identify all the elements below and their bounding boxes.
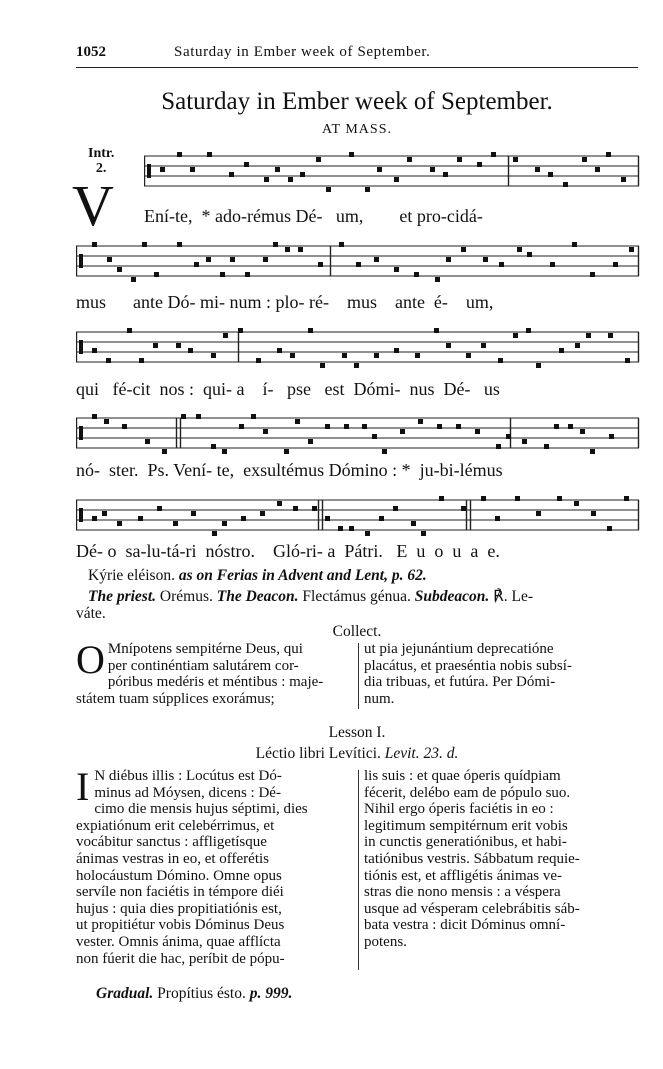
- collect-initial: O: [76, 637, 105, 682]
- neume: [176, 343, 181, 348]
- neume: [92, 414, 97, 419]
- neume: [595, 167, 600, 172]
- neume: [499, 262, 504, 267]
- neume: [285, 247, 290, 252]
- neume: [194, 262, 199, 267]
- chant-staff-3: [76, 326, 640, 370]
- neume: [220, 272, 225, 277]
- introit-label-text: Intr.: [88, 146, 115, 161]
- neume: [582, 157, 587, 162]
- neume: [629, 247, 634, 252]
- neume: [496, 444, 501, 449]
- neume: [106, 358, 111, 363]
- neume: [586, 333, 591, 338]
- chant-staff-5: [76, 494, 640, 538]
- rubric-priest: The priest.: [88, 588, 157, 605]
- neume: [207, 152, 212, 157]
- neume: [316, 157, 321, 162]
- neume: [222, 449, 227, 454]
- neume: [160, 167, 165, 172]
- neume: [590, 272, 595, 277]
- gradual-label: Gradual.: [96, 985, 154, 1002]
- neume: [162, 449, 167, 454]
- neume: [446, 257, 451, 262]
- neume: [435, 277, 440, 282]
- lesson-right-line: bata vestra : dicit Dóminus omní-: [364, 917, 566, 934]
- clef-icon: [79, 508, 83, 522]
- neume: [320, 363, 325, 368]
- collect-left-line: póribus medéris et méntibus : maje-: [107, 674, 324, 691]
- lesson-left-line: ánimas vestras in eo, et offerétis: [76, 850, 269, 867]
- neume: [263, 429, 268, 434]
- neume: [446, 343, 451, 348]
- neume: [563, 182, 568, 187]
- neume: [414, 272, 419, 277]
- introit-initial: V: [72, 173, 114, 238]
- gradual-text: Propítius ésto.: [153, 985, 250, 1002]
- neume: [298, 247, 303, 252]
- neume: [241, 516, 246, 521]
- neume: [522, 439, 527, 444]
- kyrie-ref: as on Ferias in Advent and Lent, p. 62.: [178, 567, 427, 584]
- neume: [475, 429, 480, 434]
- neume: [550, 262, 555, 267]
- neume: [284, 449, 289, 454]
- neume: [256, 358, 261, 363]
- lesson-left-line: vocábitur sanctus : affligetísque: [76, 834, 267, 851]
- neume: [273, 242, 278, 247]
- lesson-left-line: hujus : quia dies propitiatiónis est,: [76, 900, 282, 917]
- lesson-heading: Lesson I.: [328, 724, 386, 741]
- kyrie-text: Kýrie eléison.: [88, 567, 175, 584]
- neume: [127, 328, 132, 333]
- neume: [177, 242, 182, 247]
- neume: [308, 328, 313, 333]
- neume: [230, 257, 235, 262]
- neume: [325, 516, 330, 521]
- neume: [457, 157, 462, 162]
- neume: [239, 424, 244, 429]
- neume: [344, 424, 349, 429]
- lesson-left-line: ut propitiétur vobis Dóminus Deus: [76, 917, 285, 934]
- gradual-line: [96, 985, 292, 1002]
- neume: [572, 242, 577, 247]
- neume: [145, 439, 150, 444]
- lesson-right-line: stras die nono mensis : a véspera: [364, 884, 561, 901]
- lesson-right-line: fécerit, delébo eam de pópulo suo.: [364, 784, 571, 801]
- neume: [498, 358, 503, 363]
- neume: [437, 424, 442, 429]
- lesson-left: [76, 764, 354, 967]
- neume: [181, 414, 186, 419]
- lesson-right-line: in cunctis generatiónibus, et habi-: [364, 834, 567, 851]
- clef-icon: [79, 254, 83, 268]
- rubric-subdeacon: Subdeacon.: [414, 588, 490, 605]
- lesson-left-line: vester. Omnis ánima, quae afflícta: [76, 933, 281, 950]
- neume: [308, 439, 313, 444]
- neume: [356, 262, 361, 267]
- neume: [338, 526, 343, 531]
- running-title: Saturday in Ember week of September.: [174, 44, 431, 60]
- neume: [607, 526, 612, 531]
- neume: [173, 521, 178, 526]
- neume: [548, 172, 553, 177]
- neume: [142, 242, 147, 247]
- neume: [212, 531, 217, 536]
- kyrie-line: [88, 567, 427, 584]
- neume: [325, 424, 330, 429]
- neume: [342, 353, 347, 358]
- neume: [483, 257, 488, 262]
- neume: [394, 177, 399, 182]
- priest-text: Orémus.: [156, 588, 217, 605]
- neume: [377, 167, 382, 172]
- page-title: Saturday in Ember week of September.: [161, 88, 553, 115]
- neume: [407, 157, 412, 162]
- neume: [606, 152, 611, 157]
- neume: [382, 449, 387, 454]
- neume: [288, 177, 293, 182]
- neume: [244, 162, 249, 167]
- neume: [461, 247, 466, 252]
- neume: [122, 424, 127, 429]
- lyric-line-2: mus ante Dó- mi- num : plo- ré- mus ante é- um,: [76, 292, 494, 312]
- neume: [374, 257, 379, 262]
- neume: [362, 424, 367, 429]
- neume: [393, 506, 398, 511]
- neume: [354, 363, 359, 368]
- lesson-right-line: potens.: [364, 933, 407, 950]
- neume: [513, 333, 518, 338]
- neume: [191, 511, 196, 516]
- lesson-source: [76, 745, 638, 763]
- neume: [251, 414, 256, 419]
- lesson-left-line: servíle non faciétis in témpore diéi: [76, 884, 284, 901]
- neume: [559, 348, 564, 353]
- running-head: [76, 44, 636, 64]
- neume: [439, 496, 444, 501]
- neume: [481, 496, 486, 501]
- section-subtitle: AT MASS.: [322, 122, 392, 137]
- deacon-text: Flectámus génua.: [298, 588, 415, 605]
- collect-right-line: dia tribuas, et futúra. Per Dómi-: [364, 674, 556, 691]
- chant-staff-2: [76, 240, 640, 284]
- neume: [139, 358, 144, 363]
- collect-right-line: ut pia jejunántium deprecatióne: [364, 641, 554, 657]
- lesson-left-line: cimo die mensis hujus séptimi, dies: [94, 801, 308, 818]
- chant-staff-4: [76, 412, 640, 456]
- neume: [275, 167, 280, 172]
- chant-staff-1: [144, 150, 640, 194]
- neume: [527, 252, 532, 257]
- neume: [574, 501, 579, 506]
- neume: [300, 172, 305, 177]
- neume: [625, 358, 630, 363]
- neume: [374, 353, 379, 358]
- neume: [196, 414, 201, 419]
- neume: [613, 262, 618, 267]
- neume: [154, 272, 159, 277]
- neume: [535, 167, 540, 172]
- collect-right-line: num.: [364, 690, 395, 707]
- neume: [264, 177, 269, 182]
- neume: [92, 516, 97, 521]
- neume: [608, 333, 613, 338]
- lesson-right-line: lis suis : et quae óperis quídpiam: [364, 768, 561, 784]
- neume: [495, 516, 500, 521]
- neume: [211, 353, 216, 358]
- neume: [394, 267, 399, 272]
- neume: [102, 511, 107, 516]
- neume: [107, 257, 112, 262]
- lesson-right-line: tiónis est, et affligétis ánimas ve-: [364, 867, 563, 884]
- neume: [295, 419, 300, 424]
- page-number: 1052: [76, 44, 106, 60]
- lesson-column-rule: [358, 770, 359, 970]
- lesson-source-text: Léctio libri Levítici.: [255, 745, 381, 762]
- neume: [92, 242, 97, 247]
- lesson-right: [364, 768, 639, 951]
- neume: [104, 419, 109, 424]
- neume: [211, 444, 216, 449]
- neume: [557, 496, 562, 501]
- neume: [290, 353, 295, 358]
- neume: [461, 506, 466, 511]
- lesson-right-line: usque ad vésperam celebrábitis sáb-: [364, 900, 580, 917]
- neume: [434, 328, 439, 333]
- neume: [131, 277, 136, 282]
- neume: [621, 177, 626, 182]
- neume: [222, 521, 227, 526]
- neume: [326, 187, 331, 192]
- neume: [379, 516, 384, 521]
- neume: [372, 434, 377, 439]
- neume: [365, 531, 370, 536]
- neume: [318, 262, 323, 267]
- neume: [466, 353, 471, 358]
- neume: [365, 187, 370, 192]
- neume: [580, 429, 585, 434]
- clef-icon: [79, 340, 83, 354]
- neume: [536, 363, 541, 368]
- neume: [526, 328, 531, 333]
- neume: [138, 516, 143, 521]
- neume: [260, 511, 265, 516]
- neume: [190, 167, 195, 172]
- neume: [177, 152, 182, 157]
- neume: [293, 506, 298, 511]
- lesson-right-line: legitimum sempitérnum erit vobis: [364, 817, 568, 834]
- neume: [206, 257, 211, 262]
- lesson-left-line: minus ad Móysen, dicens : Dé-: [94, 784, 281, 801]
- neume: [536, 511, 541, 516]
- neume: [263, 257, 268, 262]
- neume: [394, 348, 399, 353]
- neume: [481, 343, 486, 348]
- lyric-line-1: Ení-te, * ado-rémus Dé- um, et pro-cidá-: [144, 206, 483, 226]
- neume: [238, 328, 243, 333]
- subdeacon-text: ℟. Le-: [489, 588, 534, 605]
- neume: [430, 167, 435, 172]
- priest-line: [88, 588, 638, 605]
- neume: [544, 444, 549, 449]
- lesson-left-line: expiatiónum erit celebérrimus, et: [76, 817, 275, 834]
- neume: [223, 333, 228, 338]
- neume: [117, 521, 122, 526]
- neume: [554, 424, 559, 429]
- neume: [277, 348, 282, 353]
- introit-label: [88, 146, 114, 176]
- neume: [421, 531, 426, 536]
- introit-mode: 2.: [95, 161, 107, 176]
- clef-icon: [147, 164, 151, 178]
- neume: [277, 501, 282, 506]
- neume: [312, 506, 317, 511]
- neume: [400, 429, 405, 434]
- neume: [568, 424, 573, 429]
- clef-icon: [79, 426, 83, 440]
- neume: [575, 343, 580, 348]
- collect-column-rule: [358, 643, 359, 709]
- lesson-right-line: tatiónibus vestris. Sábbatum requie-: [364, 850, 580, 867]
- neume: [517, 247, 522, 252]
- lyric-line-4: nó- ster. Ps. Vení- te, exsultémus Dómino : * ju-bi-lémus: [76, 460, 503, 480]
- neume: [456, 424, 461, 429]
- neume: [157, 506, 162, 511]
- neume: [349, 152, 354, 157]
- neume: [188, 348, 193, 353]
- neume: [229, 172, 234, 177]
- neume: [92, 348, 97, 353]
- neume: [506, 434, 511, 439]
- neume: [590, 449, 595, 454]
- neume: [513, 157, 518, 162]
- collect-right: [364, 641, 639, 707]
- neume: [477, 162, 482, 167]
- neume: [624, 496, 629, 501]
- neume: [418, 419, 423, 424]
- collect-left: [76, 637, 354, 707]
- collect-left-line: per continéntiam salutárem cor-: [107, 657, 299, 674]
- neume: [591, 511, 596, 516]
- neume: [339, 242, 344, 247]
- neume: [411, 521, 416, 526]
- collect-left-line: Mnípotens sempitérne Deus, qui: [107, 641, 303, 657]
- collect-heading: Collect.: [332, 623, 382, 640]
- lesson-left-line: N diébus illis : Locútus est Dó-: [94, 768, 282, 784]
- collect-left-line: státem tuam súpplices exorámus;: [76, 690, 275, 707]
- lyric-line-3: qui fé-cit nos : qui- a í- pse est Dómi- nus Dé- us: [76, 379, 500, 399]
- lesson-left-line: non fúerit die hac, períbit de pópu-: [76, 950, 285, 967]
- neume: [153, 343, 158, 348]
- neume: [415, 353, 420, 358]
- header-rule: [76, 67, 638, 68]
- neume: [349, 526, 354, 531]
- lesson-left-line: holocáustum Dómino. Omne opus: [76, 867, 282, 884]
- neume: [117, 267, 122, 272]
- priest-line-cont: váte.: [76, 605, 106, 622]
- collect-right-line: placátus, et praeséntia nobis subsí-: [364, 657, 572, 674]
- neume: [609, 434, 614, 439]
- lesson-source-ref: Levit. 23. d.: [384, 745, 459, 762]
- rubric-deacon: The Deacon.: [216, 588, 299, 605]
- neume: [491, 152, 496, 157]
- neume: [443, 172, 448, 177]
- lesson-right-line: Nihil ergo óperis faciétis in eo :: [364, 801, 554, 818]
- lyric-line-5: Dé- o sa-lu-tá-ri nóstro. Gló-ri- a Pátri. E u o u a e.: [76, 541, 500, 561]
- neume: [245, 272, 250, 277]
- neume: [515, 496, 520, 501]
- gradual-ref: p. 999.: [249, 985, 293, 1002]
- lesson-initial: I: [76, 764, 90, 809]
